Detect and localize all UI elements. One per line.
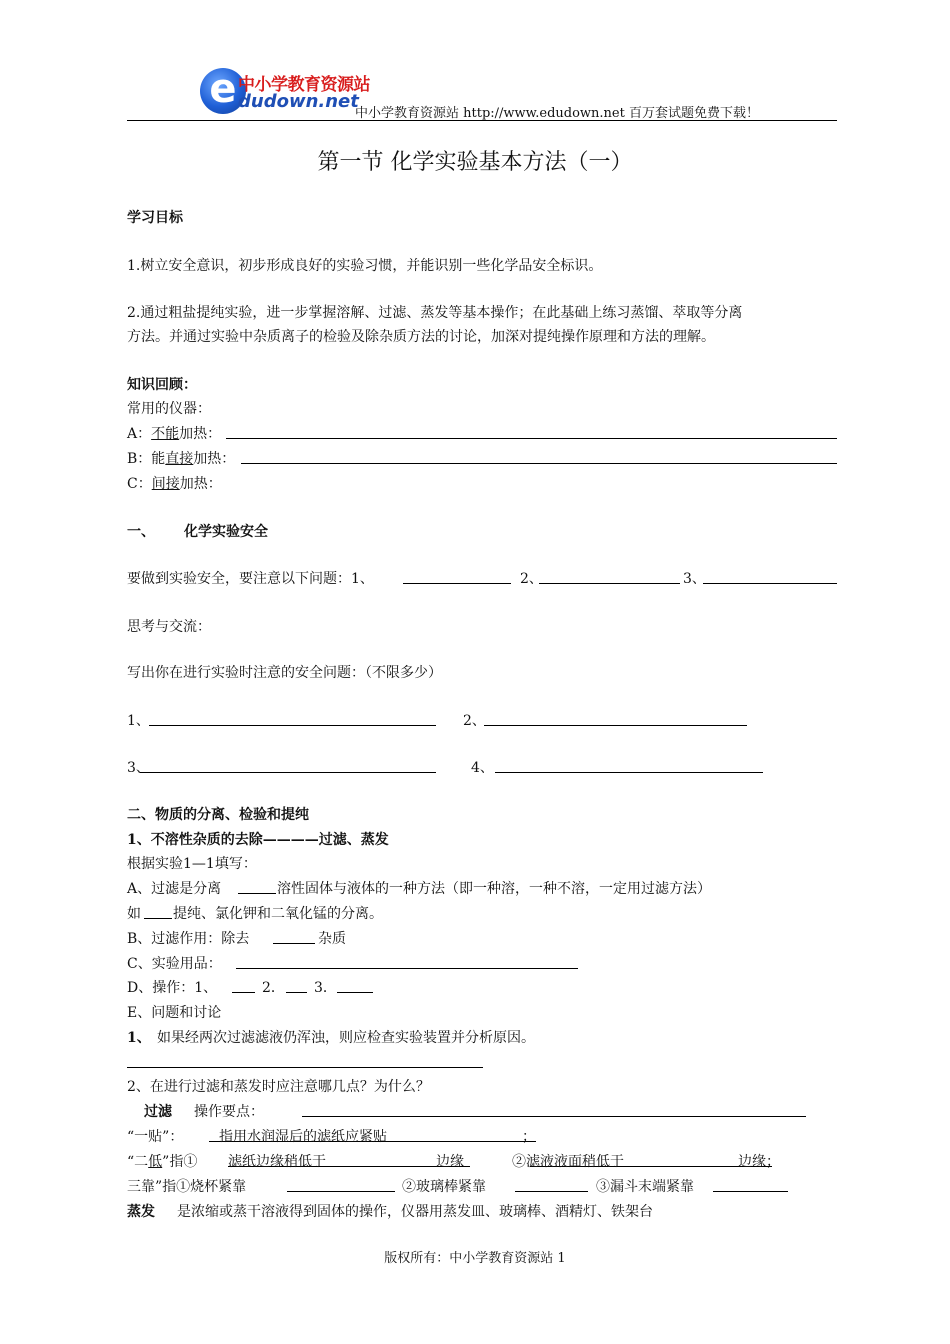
operation-blank-1[interactable] [232,992,255,993]
filter-def-a-post: 溶性固体与液体的一种方法（即一种溶，一种不溶，一定用过滤方法） [277,881,711,897]
discussion-q2: 2、在进行过滤和蒸发时应注意哪几点？为什么？ [127,1079,430,1095]
one-tie-text: 指用水润湿后的滤纸应紧贴 [219,1129,387,1145]
separation-sub1: 1、不溶性杂质的去除————过滤、蒸发 [127,832,389,848]
filter-points-blank[interactable] [302,1116,806,1117]
review-c-underlined: 间接 [151,476,180,492]
operation-2-label: 2． [262,980,285,996]
review-b-underlined: 直接 [165,451,194,467]
filter-example-pre: 如 [127,906,141,922]
filter-label: 过滤 [144,1104,172,1120]
based-on-experiment: 根据实验1—1填写： [127,856,257,872]
goal-item-2-line-2: 方法。并通过实验中杂质离子的检验及除杂质方法的讨论，加深对提纯操作原理和方法的理解。 [127,329,715,345]
three-lean-1: 三靠”指①烧杯紧靠 [127,1179,247,1195]
safety-item-4-num: 4、 [471,760,494,776]
review-heading: 知识回顾： [127,377,197,393]
three-lean-3-blank[interactable] [713,1191,788,1192]
safety-q2-label: 2、 [520,571,543,587]
supplies-blank[interactable] [236,968,578,969]
safety-question: 要做到实验安全，要注意以下问题：1、 [127,571,374,587]
discussion-q1-answer[interactable] [127,1067,483,1068]
filter-example-blank[interactable] [144,918,172,919]
operation-3-label: 3． [314,980,337,996]
page-footer: 版权所有：中小学教育资源站 1 [384,1251,566,1266]
three-lean-1-blank[interactable] [287,1191,395,1192]
review-b [127,448,235,468]
review-c [127,473,222,493]
page-title: 第一节 化学实验基本方法（一） [317,150,633,175]
one-tie-label: “一贴”： [127,1129,184,1145]
two-low-1-text: 滤纸边缘稍低于 [228,1154,326,1170]
filter-example-post: 提纯、氯化钾和二氧化锰的分离。 [173,906,383,922]
evap-text: 是浓缩或蒸干溶液得到固体的操作，仪器用蒸发皿、玻璃棒、酒精灯、铁架台 [177,1204,653,1220]
review-b-suffix: 加热： [193,451,236,467]
separation-heading: 二、物质的分离、检验和提纯 [127,807,309,823]
answer-line-a[interactable] [226,438,837,439]
safety-answer-3[interactable] [703,583,837,584]
review-a [127,423,221,443]
safety-answer-2[interactable] [539,583,680,584]
goal-item-2-line-1: 2.通过粗盐提纯实验，进一步掌握溶解、过滤、蒸发等基本操作；在此基础上练习蒸馏、萃取等分离 [127,305,743,321]
two-low-2-end: 边缘； [738,1154,780,1170]
safety-heading-num: 一、 [127,524,155,540]
three-lean-3: ③漏斗末端紧靠 [596,1179,694,1195]
two-low-2-text: ②滤液液面稍低于 [512,1154,624,1170]
evap-label: 蒸发 [127,1204,155,1220]
logo-e-icon: e [200,68,246,114]
two-low-label [127,1151,197,1171]
filter-points-label: 操作要点： [194,1104,264,1120]
safety-answer-1[interactable] [403,583,511,584]
review-c-suffix: 加热： [179,476,222,492]
safety-heading: 化学实验安全 [184,524,268,540]
three-lean-2-blank[interactable] [515,1191,588,1192]
two-low-open: “二 [127,1154,149,1170]
goal-item-1: 1.树立安全意识，初步形成良好的实验习惯，并能识别一些化学品安全标识。 [127,258,603,274]
review-c-prefix: C： [127,476,152,492]
safety-item-2-num: 2、 [463,713,486,729]
safety-item-1-line[interactable] [149,725,436,726]
discussion-q1-num: 1、 [127,1030,151,1046]
header-divider [127,120,837,121]
header-tagline: 中小学教育资源站 http://www.edudown.net 百万套试题免费下载！ [355,106,759,121]
think-label: 思考与交流： [127,619,211,635]
safety-q3-label: 3、 [683,571,706,587]
operation-label: D、操作：1、 [127,980,218,996]
operation-blank-3[interactable] [337,992,373,993]
two-low-1-end: 边缘 [436,1154,464,1170]
write-prompt: 写出你在进行实验时注意的安全问题：（不限多少） [127,665,442,681]
review-a-underlined: 不能 [151,426,180,442]
instruments-label: 常用的仪器： [127,401,211,417]
filter-purpose-blank[interactable] [273,943,315,944]
three-lean-2: ②玻璃棒紧靠 [402,1179,486,1195]
safety-item-3-num: 3、 [127,760,150,776]
review-a-prefix: A： [127,426,152,442]
safety-item-1-num: 1、 [127,713,150,729]
discussion-label: E、问题和讨论 [127,1005,222,1021]
safety-item-2-line[interactable] [484,725,747,726]
answer-line-b[interactable] [241,463,837,464]
filter-purpose-post: 杂质 [318,931,346,947]
two-low-underlined: 低 [148,1154,163,1170]
safety-item-4-line[interactable] [495,772,763,773]
two-low-mid: ”指① [162,1154,198,1170]
goals-heading: 学习目标 [127,210,183,226]
safety-item-3-line[interactable] [140,772,436,773]
filter-purpose-pre: B、过滤作用：除去 [127,931,250,947]
filter-def-a-pre: A、过滤是分离 [127,881,222,897]
one-tie-end: ； [522,1129,536,1145]
filter-def-a-blank[interactable] [238,893,276,894]
operation-blank-2[interactable] [286,992,307,993]
discussion-q1: 如果经两次过滤滤液仍浑浊，则应检查实验装置并分析原因。 [157,1030,535,1046]
supplies-label: C、实验用品： [127,956,222,972]
logo-en-text: dudown.net [238,91,359,112]
logo-cn-text: 中小学教育资源站 [238,75,370,95]
review-a-suffix: 加热： [179,426,222,442]
review-b-prefix: B：能 [127,451,166,467]
